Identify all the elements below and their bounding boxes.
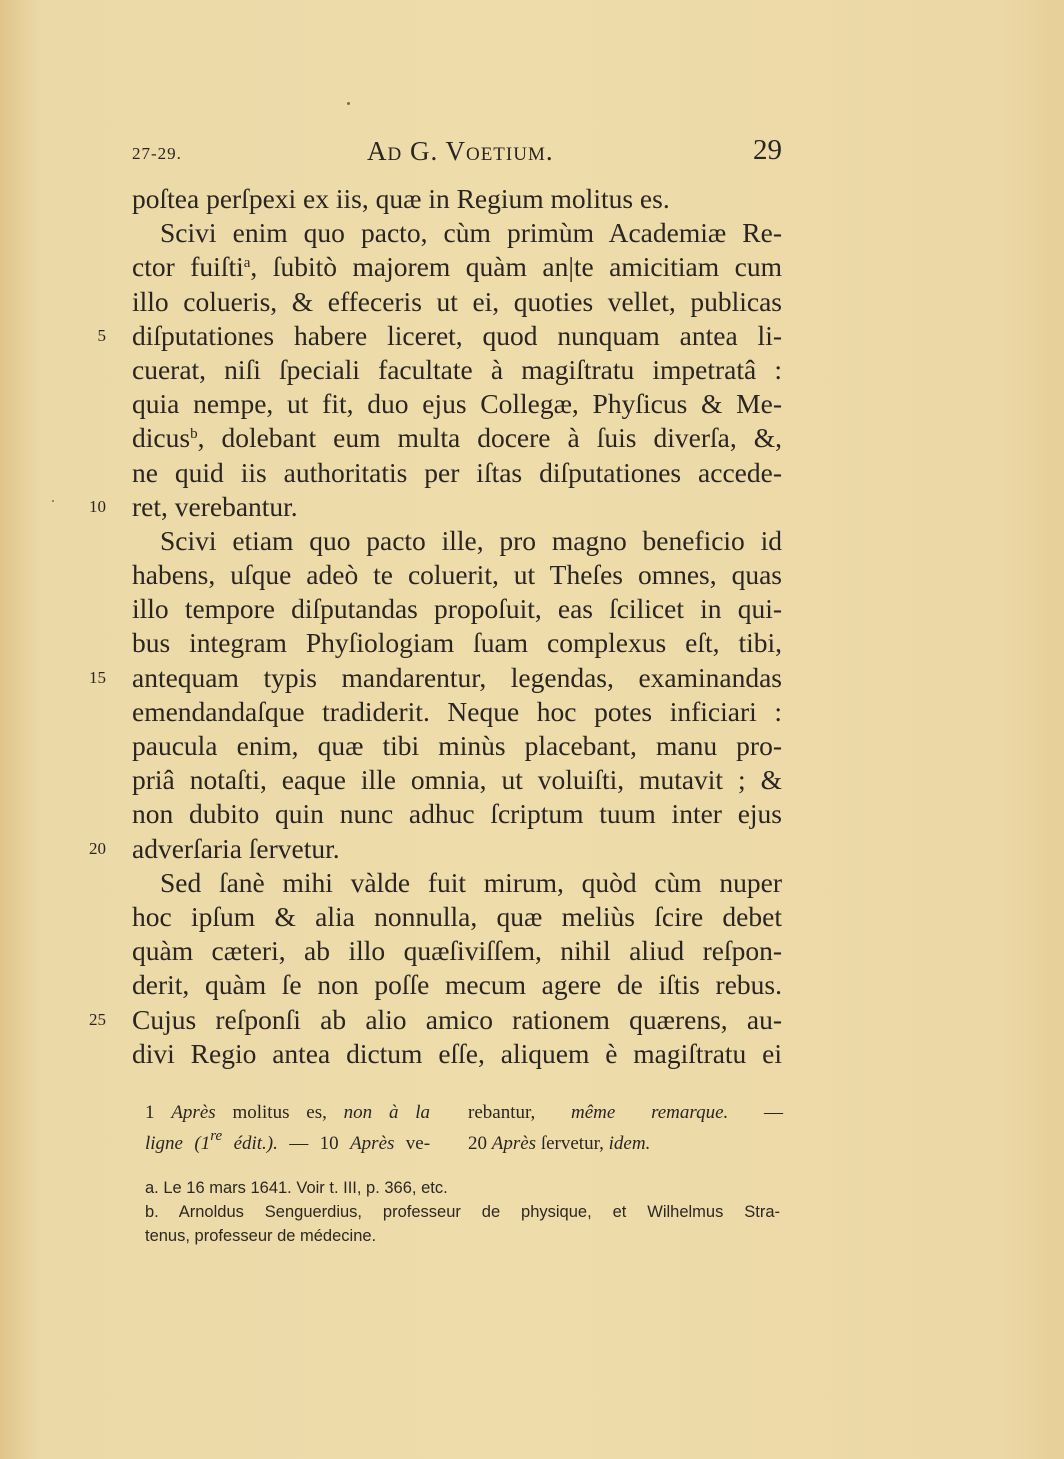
- text-line: [132, 797, 782, 831]
- text-line: [132, 866, 782, 900]
- text-line: [97, 319, 782, 353]
- line-text: quàm cæteri, ab illo quæſiviſſem, nihil aliud reſpon-: [132, 935, 782, 967]
- page-range: 27-29.: [132, 144, 182, 163]
- variant-italic: Après: [350, 1133, 395, 1154]
- variant-line: [468, 1128, 783, 1159]
- text-line: [132, 524, 782, 558]
- line-text: illo tempore diſputandas propoſuit, eas ſcilicet in qui-: [132, 593, 782, 625]
- variant-text: —: [764, 1102, 784, 1123]
- line-text: divi Regio antea dictum eſſe, aliquem è magiſtratu ei: [132, 1037, 782, 1069]
- line-text: ne quid iis authoritatis per iſtas diſputationes accede-: [132, 456, 782, 488]
- text-line: [89, 832, 782, 866]
- variant-text: ve-: [405, 1133, 431, 1154]
- variant-column-left: [145, 1097, 430, 1159]
- text-line: [132, 729, 782, 763]
- line-text: ret, verebantur.: [132, 490, 298, 522]
- variant-italic: (1: [194, 1133, 211, 1154]
- line-text: bus integram Phyſiologiam ſuam complexus eſt, tibi,: [132, 627, 782, 659]
- variant-text: rebantur,: [468, 1102, 536, 1123]
- line-text: adverſaria ſervetur.: [132, 832, 340, 864]
- text-line: [132, 934, 782, 968]
- text-line: [132, 216, 782, 250]
- variant-line: [468, 1097, 783, 1128]
- line-text: Scivi etiam quo pacto ille, pro magno beneficio id: [160, 524, 782, 556]
- variant-sup: re: [210, 1128, 223, 1144]
- line-text: Cujus reſponſi ab alio amico rationem quærens, au-: [132, 1003, 782, 1035]
- text-line: [132, 592, 782, 626]
- variant-italic: Après: [171, 1102, 216, 1123]
- line-text: non dubito quin nunc adhuc ſcriptum tuum inter ejus: [132, 798, 782, 830]
- line-text: derit, quàm ſe non poſſe mecum agere de iſtis rebus.: [132, 969, 782, 1001]
- variant-italic: idem.: [608, 1133, 651, 1154]
- footnote-marker: b: [190, 426, 198, 443]
- line-text: quia nempe, ut fit, duo ejus Collegæ, Phyſicus & Me-: [132, 388, 782, 420]
- line-text: diſputationes habere liceret, quod nunquam antea li-: [132, 319, 782, 351]
- line-number: 10: [89, 496, 106, 516]
- variant-italic: même remarque.: [571, 1102, 729, 1123]
- paper-speck: [52, 500, 54, 502]
- variant-text: — 10: [289, 1133, 339, 1154]
- text-line: [132, 626, 782, 660]
- text-line: [89, 490, 782, 524]
- line-text: poſtea perſpexi ex iis, quæ in Regium molitus es.: [132, 183, 670, 214]
- footnote-b-line2: tenus, professeur de médecine.: [145, 1227, 377, 1245]
- variant-line: [145, 1097, 430, 1128]
- line-number: 5: [97, 325, 106, 345]
- page-number: 29: [753, 134, 782, 166]
- variant-italic: ligne: [145, 1133, 183, 1154]
- line-text: Sed ſanè mihi vàlde fuit mirum, quòd cùm nuper: [160, 866, 782, 898]
- text-line: [132, 353, 782, 387]
- line-text: priâ notaſti, eaque ille omnia, ut voluiſti, mutavit ; &: [132, 764, 782, 796]
- variant-italic: édit.).: [233, 1133, 278, 1154]
- page-header: [132, 134, 782, 172]
- text-line: [89, 1003, 782, 1037]
- footnote-marker: a: [243, 255, 251, 272]
- line-number: 15: [89, 667, 106, 687]
- text-line: [132, 285, 782, 319]
- variant-column-right: [468, 1097, 783, 1159]
- running-title: Ad G. Voetium.: [367, 136, 554, 166]
- variant-text: ſervetur,: [540, 1133, 604, 1154]
- line-text: hoc ipſum & alia nonnulla, quæ meliùs ſcire debet: [132, 900, 782, 932]
- text-line: [132, 558, 782, 592]
- line-text: dicus: [132, 422, 191, 454]
- footnotes: [145, 1176, 780, 1248]
- line-text-continued: , ſubitò majorem quàm an|te amicitiam cum: [250, 251, 782, 283]
- text-line: [132, 900, 782, 934]
- footnote-a: a. Le 16 mars 1641. Voir t. III, p. 366, etc.: [145, 1179, 448, 1197]
- main-text: [89, 182, 782, 1071]
- paper-speck: [347, 102, 350, 105]
- line-text: paucula enim, quæ tibi minùs placebant, manu pro-: [132, 730, 782, 761]
- variant-italic: non à la: [343, 1102, 431, 1123]
- line-text: emendandaſque tradiderit. Neque hoc potes inficiari :: [132, 695, 782, 727]
- line-text: cuerat, niſi ſpeciali facultate à magiſtratu impetratâ :: [132, 353, 782, 385]
- line-text: illo colueris, & effeceris ut ei, quoties vellet, publicas: [132, 285, 782, 317]
- text-line: [132, 182, 782, 216]
- line-number: 20: [89, 838, 106, 858]
- variant-number: 1: [145, 1102, 155, 1123]
- variant-line: [145, 1128, 430, 1159]
- text-line: [132, 421, 782, 455]
- text-line: [132, 250, 782, 284]
- text-line: [132, 695, 782, 729]
- text-line: [89, 661, 782, 695]
- footnote-b-line1: b. Arnoldus Senguerdius, professeur de physique, et Wilhelmus Stra-: [145, 1203, 780, 1221]
- line-text: antequam typis mandarentur, legendas, examinandas: [132, 661, 782, 693]
- variant-number: 20: [468, 1133, 487, 1154]
- variant-italic: Après: [491, 1133, 537, 1154]
- line-number: 25: [89, 1009, 106, 1029]
- line-text: habens, uſque adeò te coluerit, ut Theſes omnes, quas: [132, 559, 782, 591]
- text-line: [132, 763, 782, 797]
- text-line: [132, 968, 782, 1002]
- line-text-continued: , dolebant eum multa docere à ſuis diverſa, &,: [197, 422, 782, 454]
- text-line: [132, 387, 782, 421]
- text-line: [132, 1037, 782, 1071]
- line-text: ctor fuiſti: [132, 251, 244, 283]
- line-text: Scivi enim quo pacto, cùm primùm Academiæ Re-: [160, 217, 782, 249]
- variant-text: molitus es,: [232, 1102, 327, 1123]
- text-line: [132, 456, 782, 490]
